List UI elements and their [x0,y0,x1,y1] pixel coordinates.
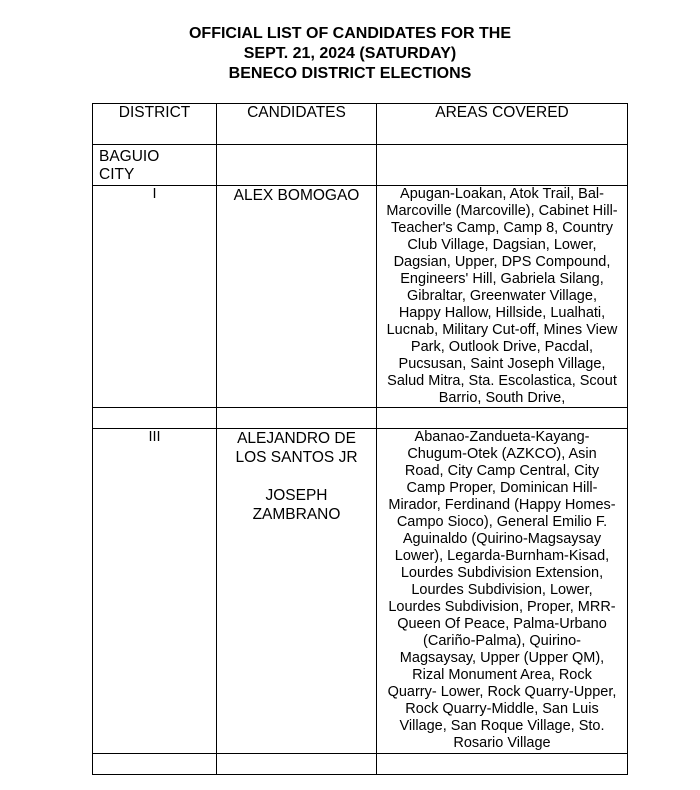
areas-line: Chugum-Otek (AZKCO), Asin [407,446,597,462]
table-row-spacer [93,408,628,429]
candidates-table [92,103,628,775]
areas-line: Park, Outlook Drive, Pacdal, [410,339,594,355]
city-line-2: CITY [99,166,135,183]
empty-cell [377,408,628,429]
areas-line: Quarry- Lower, Rock Quarry-Upper, [387,684,617,700]
title-line-3: BENECO DISTRICT ELECTIONS [228,65,472,82]
district-number: III [93,429,217,754]
areas-line: Rosario Village [453,735,551,751]
table-row-district-1 [93,186,628,408]
areas-line: Club Village, Dagsian, Lower, [407,237,597,253]
table-row-district-3 [93,429,628,754]
empty-cell [217,754,377,775]
areas-line: Lourdes Subdivision, Proper, MRR- [388,599,616,615]
areas-line: Magsaysay, Upper (Upper QM), [399,650,605,666]
areas-covered-cell [377,186,628,408]
header-candidates: CANDIDATES [217,104,377,145]
city-name [93,145,217,186]
areas-covered-cell [377,429,628,754]
candidates-cell [217,186,377,408]
areas-line: Queen Of Peace, Palma-Urbano [397,616,607,632]
empty-cell [217,408,377,429]
document-title [0,24,700,84]
areas-line: Campo Sioco), General Emilio F. [396,514,608,530]
areas-line: Village, San Roque Village, Sto. [399,718,605,734]
candidate-name: JOSEPH [265,487,328,504]
areas-line: Abanao-Zandueta-Kayang- [414,429,590,445]
candidate-name: ALEX BOMOGAO [233,187,360,204]
table-header-row [93,104,628,145]
title-line-2: SEPT. 21, 2024 (SATURDAY) [243,45,457,62]
district-number: I [93,186,217,408]
areas-line: Salud Mitra, Sta. Escolastica, Scout [387,373,617,389]
areas-line: Road, City Camp Central, City [404,463,600,479]
empty-cell [93,408,217,429]
areas-line: Rock Quarry-Middle, San Luis [405,701,599,717]
areas-line: Lucnab, Military Cut-off, Mines View [386,322,618,338]
table-row-spacer [93,754,628,775]
areas-line: Lower), Legarda-Burnham-Kisad, [394,548,610,564]
candidate-name: LOS SANTOS JR [235,449,358,466]
areas-line: Lourdes Subdivision, Lower, [411,582,593,598]
title-line-1: OFFICIAL LIST OF CANDIDATES FOR THE [188,25,512,42]
table-row-city [93,145,628,186]
areas-line: Aguinaldo (Quirino-Magsaysay [402,531,602,547]
areas-line: Pucsusan, Saint Joseph Village, [398,356,606,372]
areas-line: Lourdes Subdivision Extension, [400,565,604,581]
empty-cell [93,754,217,775]
areas-line: Gibraltar, Greenwater Village, [407,288,597,304]
header-areas-covered: AREAS COVERED [377,104,628,145]
areas-line: Mirador, Ferdinand (Happy Homes- [388,497,616,513]
header-district: DISTRICT [93,104,217,145]
areas-line: Dagsian, Upper, DPS Compound, [393,254,611,270]
areas-line: (Cariño-Palma), Quirino- [423,633,581,649]
empty-cell [377,754,628,775]
areas-line: Engineers' Hill, Gabriela Silang, [400,271,604,287]
areas-line: Teacher's Camp, Camp 8, Country [391,220,613,236]
candidate-name: ALEJANDRO DE [237,430,356,447]
candidates-cell [217,429,377,754]
areas-line: Camp Proper, Dominican Hill- [406,480,598,496]
areas-line: Apugan-Loakan, Atok Trail, Bal- [400,186,604,202]
city-line-1: BAGUIO [99,148,160,165]
areas-line: Barrio, South Drive, [438,390,566,406]
areas-line: Happy Hallow, Hillside, Lualhati, [398,305,606,321]
empty-cell [217,145,377,186]
empty-cell [377,145,628,186]
candidate-name: ZAMBRANO [252,506,341,523]
areas-line: Marcoville (Marcoville), Cabinet Hill- [386,203,618,219]
areas-line: Rizal Monument Area, Rock [412,667,592,683]
